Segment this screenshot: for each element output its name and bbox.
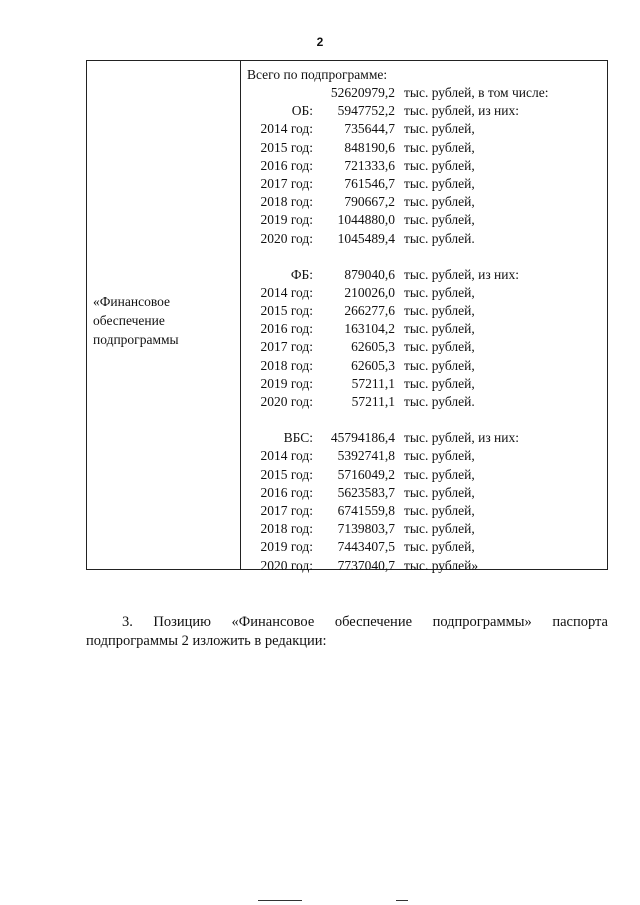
financing-table [86, 60, 608, 573]
year-line [247, 302, 607, 320]
year-line [247, 557, 607, 575]
year-label: 2016 год: [260, 157, 313, 173]
group-summary-line [247, 429, 607, 447]
year-value: 1045489,4 [337, 230, 395, 246]
year-value: 7737040,7 [337, 557, 395, 573]
year-value: 5623583,7 [337, 484, 395, 500]
group-unit: тыс. рублей, из них: [404, 103, 519, 119]
year-line [247, 157, 607, 175]
year-unit: тыс. рублей, [404, 375, 475, 391]
year-line [247, 338, 607, 356]
column-divider [240, 61, 241, 569]
group-label: ОБ: [291, 103, 313, 119]
year-line [247, 320, 607, 338]
total-value: 52620979,2 [330, 85, 395, 100]
year-line [247, 193, 607, 211]
group-spacer [247, 248, 607, 266]
year-label: 2019 год: [260, 539, 313, 555]
year-line [247, 284, 607, 302]
year-label: 2020 год: [260, 557, 313, 573]
row-label-line-2: обеспечение [93, 313, 165, 328]
year-line [247, 375, 607, 393]
year-unit: тыс. рублей, [404, 321, 475, 337]
year-line [247, 230, 607, 248]
header-line [247, 66, 607, 84]
year-unit: тыс. рублей, [404, 466, 475, 482]
group-value: 5947752,2 [337, 103, 395, 119]
group-label: ВБС: [283, 430, 313, 446]
group-unit: тыс. рублей, из них: [404, 430, 519, 446]
year-unit: тыс. рублей. [404, 230, 475, 246]
group-label: ФБ: [290, 266, 313, 282]
year-unit: тыс. рублей, [404, 539, 475, 555]
year-label: 2017 год: [260, 502, 313, 518]
group-unit: тыс. рублей, из них: [404, 266, 519, 282]
year-label: 2014 год: [260, 448, 313, 464]
year-label: 2019 год: [260, 212, 313, 228]
page-number: 2 [316, 35, 324, 49]
year-line [247, 484, 607, 502]
year-label: 2016 год: [260, 484, 313, 500]
group-spacer [247, 411, 607, 429]
year-label: 2015 год: [260, 466, 313, 482]
year-unit: тыс. рублей, [404, 303, 475, 319]
year-value: 761546,7 [344, 175, 395, 191]
year-line [247, 447, 607, 465]
year-label: 2015 год: [260, 303, 313, 319]
year-line [247, 357, 607, 375]
year-unit: тыс. рублей, [404, 448, 475, 464]
year-unit: тыс. рублей, [404, 339, 475, 355]
year-label: 2019 год: [260, 375, 313, 391]
year-unit: тыс. рублей, [404, 502, 475, 518]
year-line [247, 520, 607, 538]
total-unit: тыс. рублей, в том числе: [404, 85, 549, 100]
group-value: 45794186,4 [330, 430, 395, 446]
year-label: 2020 год: [260, 230, 313, 246]
row-label [93, 292, 238, 349]
year-label: 2015 год: [260, 139, 313, 155]
year-label: 2018 год: [260, 357, 313, 373]
year-value: 57211,1 [351, 375, 395, 391]
year-label: 2018 год: [260, 521, 313, 537]
year-value: 62605,3 [351, 339, 395, 355]
year-value: 1044880,0 [337, 212, 395, 228]
year-unit: тыс. рублей. [404, 394, 475, 409]
year-label: 2017 год: [260, 175, 313, 191]
funding-groups [247, 102, 607, 575]
financing-values [247, 66, 607, 575]
year-line [247, 175, 607, 193]
year-value: 5392741,8 [337, 448, 395, 464]
year-value: 848190,6 [344, 139, 395, 155]
year-unit: тыс. рублей, [404, 194, 475, 210]
year-line [247, 120, 607, 138]
year-line [247, 393, 607, 411]
year-value: 7443407,5 [337, 539, 395, 555]
year-unit: тыс. рублей, [404, 175, 475, 191]
header-text: Всего по подпрограмме: [247, 67, 388, 82]
year-unit: тыс. рублей, [404, 139, 475, 155]
year-unit: тыс. рублей, [404, 357, 475, 373]
year-line [247, 466, 607, 484]
year-value: 6741559,8 [337, 502, 395, 518]
year-value: 7139803,7 [337, 521, 395, 537]
year-unit: тыс. рублей, [404, 157, 475, 173]
group-summary-line [247, 266, 607, 284]
instruction-paragraph: 3. Позицию «Финансовое обеспечение подпрограммы» паспорта подпрограммы 2 изложить в редакции: [86, 613, 608, 649]
year-label: 2017 год: [260, 339, 313, 355]
year-unit: тыс. рублей, [404, 284, 475, 300]
year-label: 2014 год: [260, 121, 313, 137]
total-line [247, 84, 607, 102]
group-value: 879040,6 [344, 266, 395, 282]
year-line [247, 211, 607, 229]
year-value: 210026,0 [344, 284, 395, 300]
year-value: 790667,2 [344, 194, 395, 210]
year-line [247, 502, 607, 520]
footer-line [258, 900, 302, 901]
year-label: 2014 год: [260, 284, 313, 300]
year-value: 735644,7 [344, 121, 395, 137]
year-unit: тыс. рублей, [404, 212, 475, 228]
year-value: 5716049,2 [337, 466, 395, 482]
year-line [247, 139, 607, 157]
group-summary-line [247, 102, 607, 120]
row-label-line-3: подпрограммы [93, 332, 179, 347]
footer-line [396, 900, 408, 901]
year-value: 721333,6 [344, 157, 395, 173]
year-label: 2020 год: [260, 394, 313, 409]
year-line [247, 538, 607, 556]
year-label: 2018 год: [260, 194, 313, 210]
row-label-line-1: «Финансовое [93, 294, 171, 309]
year-value: 266277,6 [344, 303, 395, 319]
year-unit: тыс. рублей, [404, 484, 475, 500]
year-label: 2016 год: [260, 321, 313, 337]
year-unit: тыс. рублей, [404, 121, 475, 137]
year-value: 62605,3 [351, 357, 395, 373]
year-value: 57211,1 [351, 394, 395, 409]
year-value: 163104,2 [344, 321, 395, 337]
year-unit: тыс. рублей» [404, 557, 479, 573]
year-unit: тыс. рублей, [404, 521, 475, 537]
